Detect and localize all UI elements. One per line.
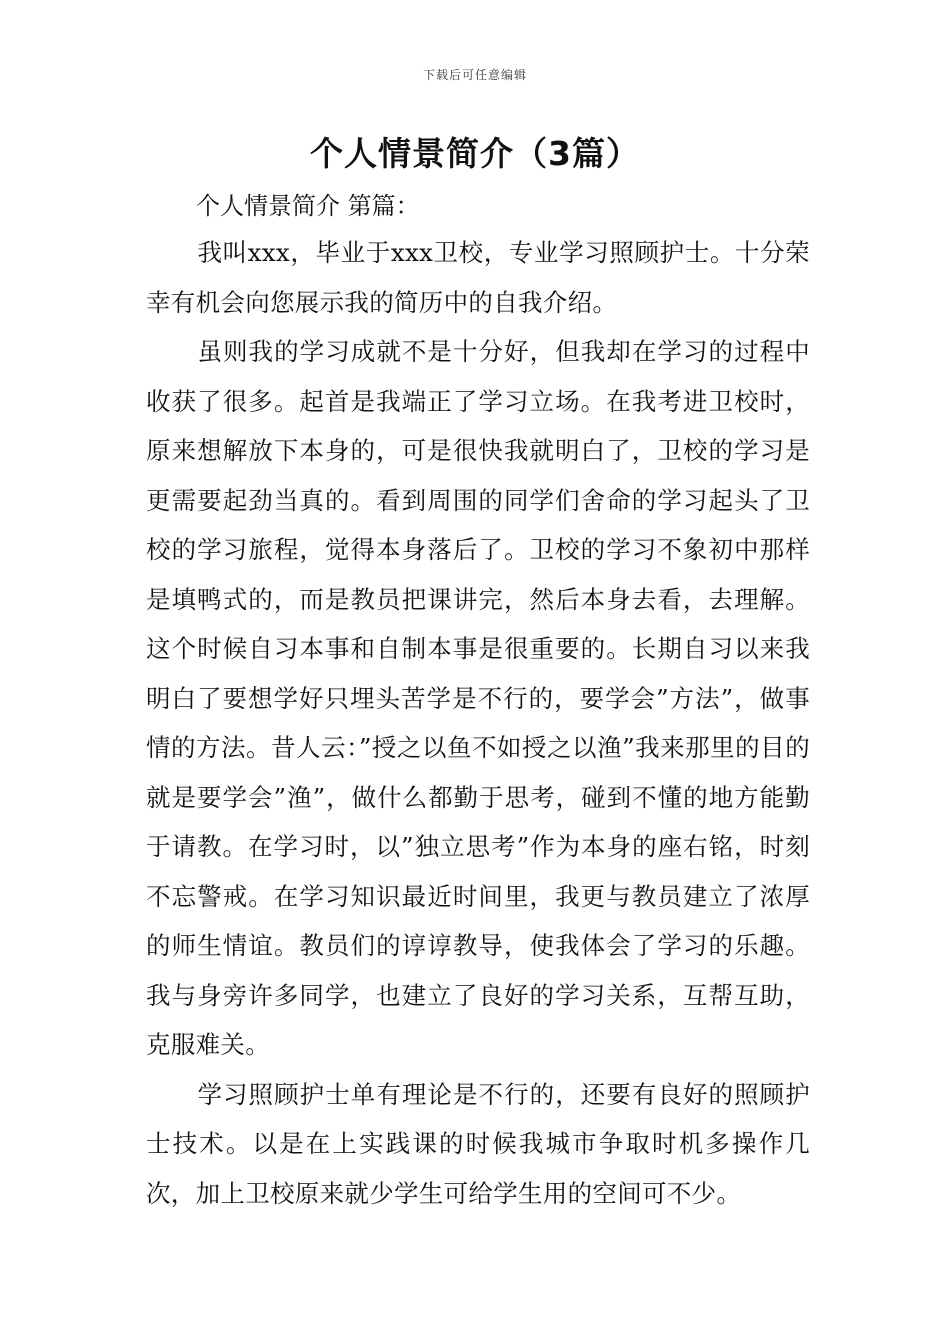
header-note: 下载后可任意编辑 <box>422 68 527 82</box>
paragraph-3: 学习照顾护士单有理论是不行的，还要有良好的照顾护士技术。以是在上实践课的时候我城市争取时机多操作几次，加上卫校原来就少学生可给学生用的空间可不少。 <box>146 1079 810 1208</box>
paragraph-1: 我叫xxx，毕业于xxx卫校，专业学习照顾护士。十分荣幸有机会向您展示我的简历中的自我介绍。 <box>146 238 810 317</box>
document-subtitle: 个人情景简介 第篇： <box>196 192 420 220</box>
document-title: 个人情景简介（3篇） <box>310 134 640 173</box>
document-body <box>146 228 810 1218</box>
paragraph-2: 虽则我的学习成就不是十分好，但我却在学习的过程中收获了很多。起首是我端正了学习立场。在我考进卫校时，原来想解放下本身的，可是很快我就明白了，卫校的学习是更需要起劲当真的。看到周围的同学们舍命的学习起头了卫校的学习旅程，觉得本身落后了。卫校的学习不象初中那样是填鸭式的，而是教员把课讲完，然后本身去看，去理解。这个时候自习本事和自制本事是很重要的。长期自习以来我明白了要想学好只埋头苦学是不行的，要学会”方法”，做事情的方法。昔人云：”授之以鱼不如授之以渔”我来那里的目的就是要学会”渔”，做什么都勤于思考，碰到不懂的地方能勤于请教。在学习时，以”独立思考”作为本身的座右铭，时刻不忘警戒。在学习知识最近时间里，我更与教员建立了浓厚的师生情谊。教员们的谆谆教导，使我体会了学习的乐趣。我与身旁许多同学，也建立了良好的学习关系，互帮互助，克服难关。 <box>146 337 810 1059</box>
